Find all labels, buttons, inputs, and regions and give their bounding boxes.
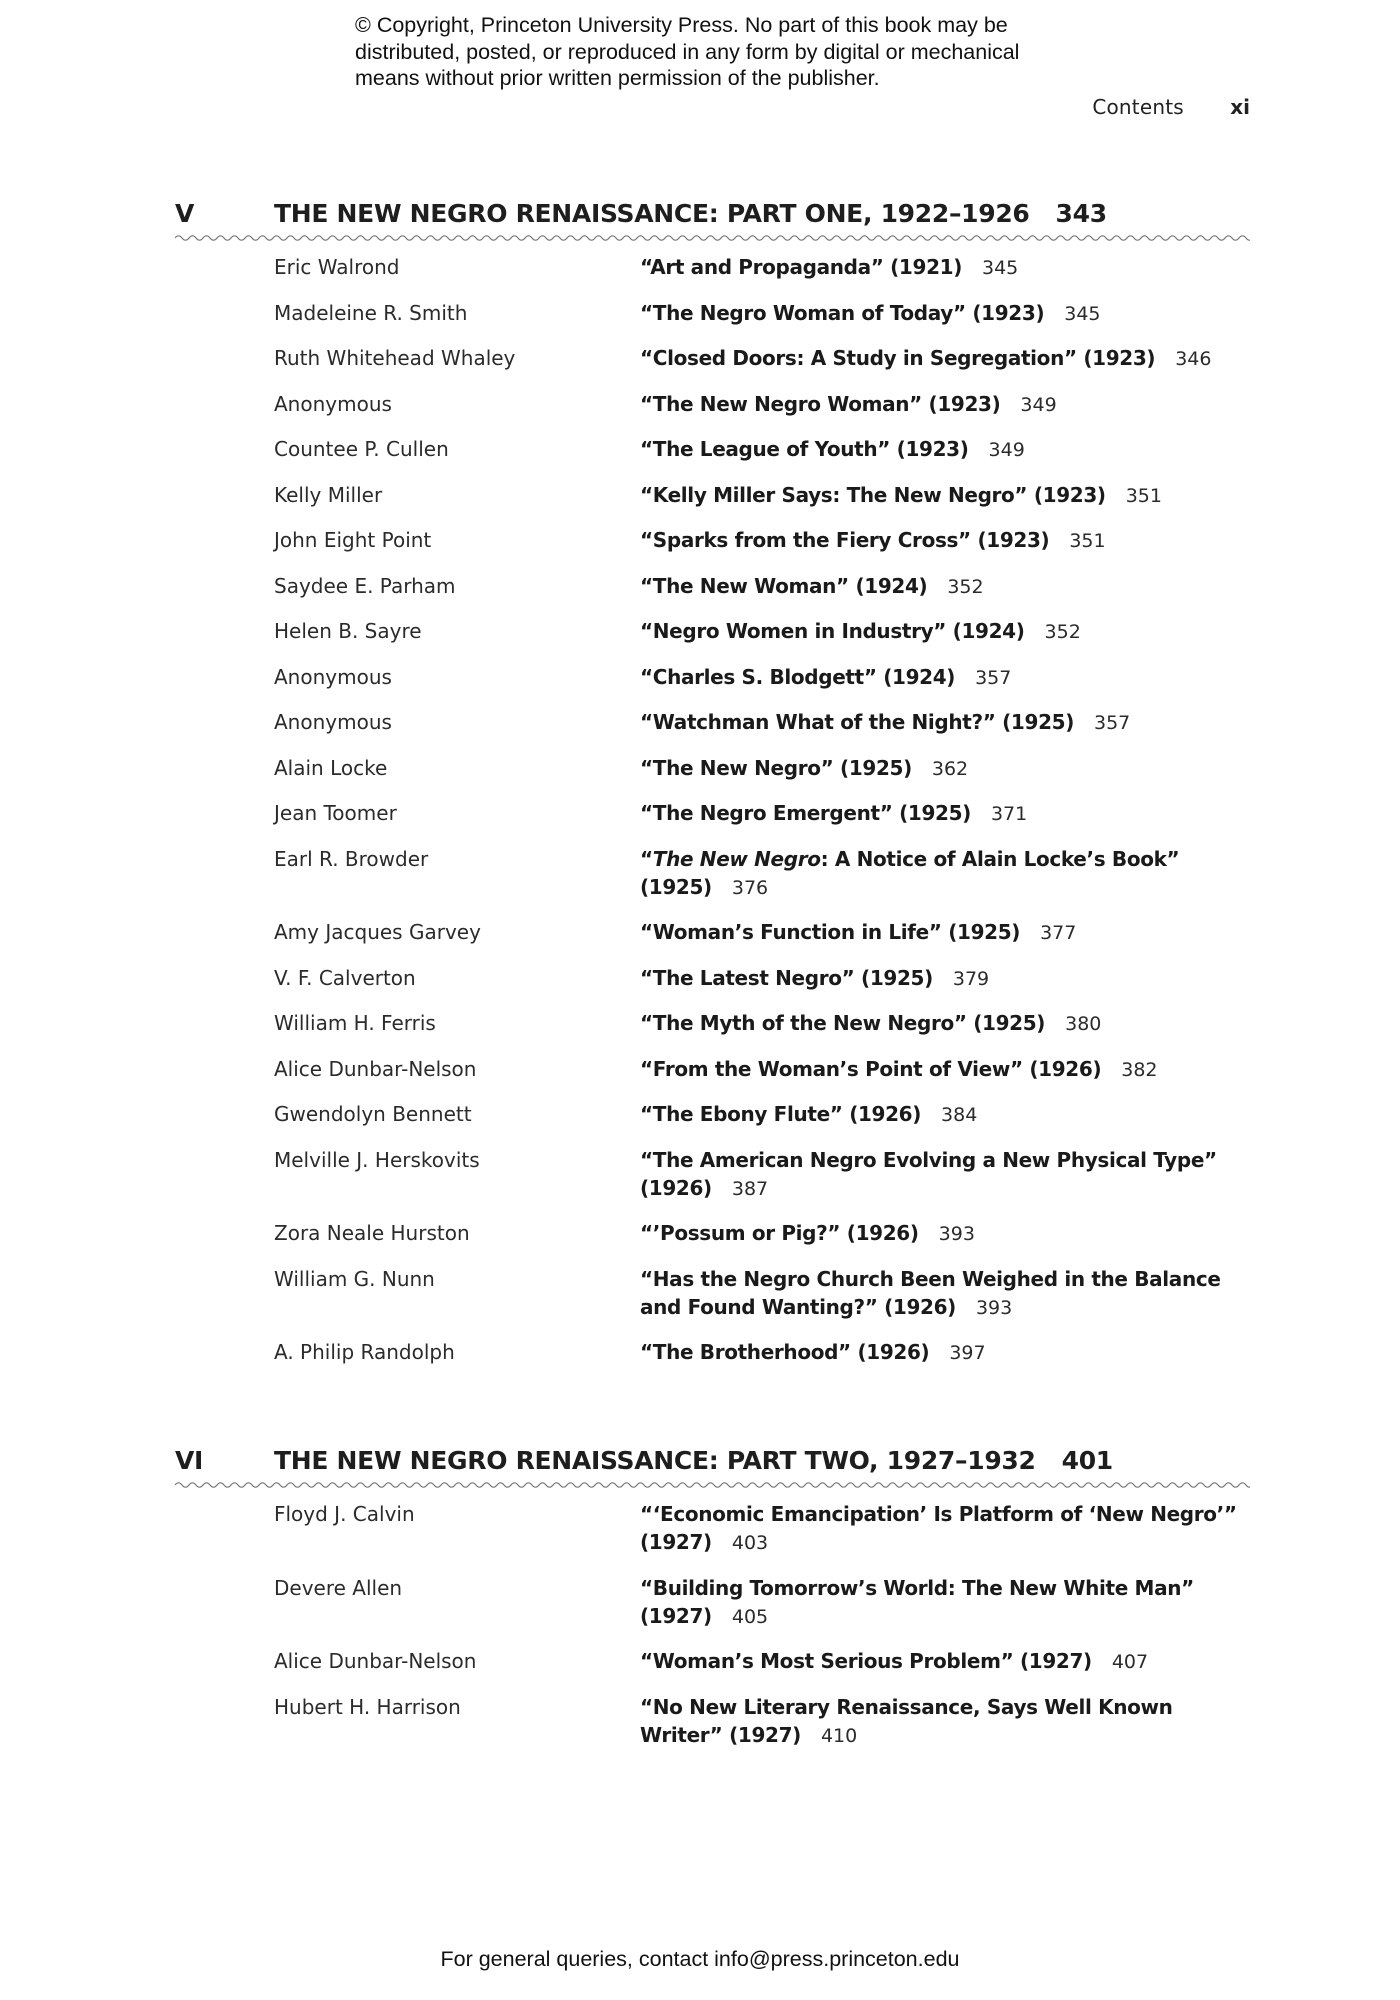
toc-entry [175, 1693, 1250, 1750]
part-title [274, 197, 1107, 231]
entry-title: “Negro Women in Industry” (1924) [640, 619, 1025, 643]
entry-title: “Closed Doors: A Study in Segregation” (1923) [640, 346, 1156, 370]
copyright-notice: © Copyright, Princeton University Press. No part of this book may be distributed, posted, or reproduced in any form by digital or mechanical means without prior written permission of the publisher. [355, 13, 1020, 90]
entry-author: Eric Walrond [274, 255, 400, 279]
entry-author: Helen B. Sayre [274, 619, 422, 643]
toc-entry [175, 526, 1250, 555]
toc-entry [175, 344, 1250, 373]
part-heading [175, 1444, 1250, 1478]
entry-author: Gwendolyn Bennett [274, 1102, 472, 1126]
toc-entry [175, 390, 1250, 419]
entry-page-number: 410 [820, 1724, 858, 1747]
toc-entry-list [175, 1500, 1250, 1750]
entry-item [640, 1338, 1240, 1367]
entry-title: “Kelly Miller Says: The New Negro” (1923) [640, 482, 1106, 507]
entry-author: William H. Ferris [274, 1011, 436, 1035]
entry-title: “Building Tomorrow’s World: The New White Man” (1927) [640, 1575, 1194, 1628]
toc-entry [175, 1100, 1250, 1129]
toc-entry [175, 708, 1250, 737]
entry-page-number: 351 [1069, 530, 1106, 552]
entry-title: “The Latest Negro” (1925) [640, 965, 933, 990]
entry-author: Madeleine R. Smith [274, 300, 468, 325]
running-head-title: Contents [1092, 95, 1184, 119]
part-number: V [175, 199, 195, 228]
entry-item [640, 1647, 1240, 1676]
toc-entry [175, 964, 1250, 993]
entry-author: Zora Neale Hurston [274, 1221, 470, 1245]
entry-title: “Woman’s Function in Life” (1925) [640, 920, 1021, 944]
entry-item [640, 708, 1240, 737]
part-page-number: 401 [1061, 1446, 1113, 1475]
entry-title: “The Brotherhood” (1926) [640, 1340, 930, 1364]
toc-entry [175, 481, 1250, 510]
entry-title: “Woman’s Most Serious Problem” (1927) [640, 1649, 1092, 1673]
toc-entry [175, 299, 1250, 328]
entry-page-number: 352 [947, 575, 984, 598]
toc-entry [175, 617, 1250, 646]
entry-page-number: 377 [1040, 922, 1077, 944]
entry-author: Ruth Whitehead Whaley [274, 346, 516, 370]
entry-page-number: 357 [1094, 712, 1131, 734]
part-title [274, 1444, 1113, 1478]
entry-page-number: 362 [931, 757, 969, 780]
toc-entry [175, 1055, 1250, 1084]
entry-author: Melville J. Herskovits [274, 1147, 480, 1172]
entry-author: Countee P. Cullen [274, 437, 449, 461]
toc-entry [175, 1146, 1250, 1203]
entry-author: Alice Dunbar-Nelson [274, 1056, 477, 1081]
entry-page-number: 382 [1121, 1058, 1158, 1081]
entry-page-number: 346 [1175, 348, 1212, 370]
entry-author: Alain Locke [274, 755, 388, 780]
entry-author: Saydee E. Parham [274, 573, 456, 598]
entry-title: “The Myth of the New Negro” (1925) [640, 1011, 1046, 1035]
toc-entry-list [175, 253, 1250, 1367]
entry-author: Floyd J. Calvin [274, 1502, 415, 1526]
toc-entry [175, 1009, 1250, 1038]
entry-title: “Charles S. Blodgett” (1924) [640, 664, 956, 689]
entry-title: “Art and Propaganda” (1921) [640, 255, 962, 279]
entry-page-number: 345 [1064, 302, 1101, 325]
entry-author: Alice Dunbar-Nelson [274, 1649, 477, 1673]
entry-title: “No New Literary Renaissance, Says Well Known Writer” (1927) [640, 1694, 1173, 1747]
entry-page-number: 371 [990, 803, 1028, 825]
toc-entry [175, 1574, 1250, 1631]
entry-author: William G. Nunn [274, 1266, 435, 1291]
entry-title: “‘Economic Emancipation’ Is Platform of ‘New Negro’” (1927) [640, 1502, 1237, 1554]
entry-item [640, 572, 1240, 601]
entry-page-number: 357 [975, 666, 1012, 689]
entry-item [640, 617, 1240, 646]
entry-page-number: 352 [1044, 621, 1081, 643]
entry-item [640, 845, 1240, 902]
entry-item [640, 754, 1240, 783]
footer-contact: For general queries, contact info@press.princeton.edu [440, 1947, 960, 1971]
entry-item [640, 1146, 1240, 1203]
entry-item [640, 1574, 1240, 1631]
entry-item [640, 1693, 1240, 1750]
toc-entry [175, 663, 1250, 692]
entry-item [640, 1009, 1240, 1038]
entry-page-number: 403 [731, 1532, 769, 1554]
part-number: VI [175, 1446, 204, 1475]
entry-item [640, 1100, 1240, 1129]
entry-page-number: 380 [1065, 1013, 1102, 1035]
entry-author: Hubert H. Harrison [274, 1694, 461, 1719]
entry-author: A. Philip Randolph [274, 1340, 455, 1364]
entry-title: “Has the Negro Church Been Weighed in the Balance and Found Wanting?” (1926) [640, 1266, 1221, 1319]
entry-title-italic: The New Negro [652, 846, 821, 871]
entry-author: Earl R. Browder [274, 846, 429, 871]
toc-entry [175, 1500, 1250, 1557]
entry-item [640, 1219, 1240, 1248]
wavy-rule [175, 233, 1250, 243]
entry-item [640, 1055, 1240, 1084]
entry-page-number: 387 [731, 1177, 769, 1200]
entry-title: “’Possum or Pig?” (1926) [640, 1221, 919, 1245]
entry-page-number: 379 [952, 967, 990, 990]
entry-item [640, 799, 1240, 828]
entry-page-number: 345 [982, 257, 1019, 279]
entry-title: “The New Woman” (1924) [640, 573, 928, 598]
entry-page-number: 407 [1111, 1651, 1149, 1673]
part-section-vi [175, 1444, 1250, 1766]
entry-page-number: 384 [941, 1104, 978, 1126]
entry-title: “Watchman What of the Night?” (1925) [640, 710, 1074, 734]
entry-page-number: 405 [731, 1605, 769, 1628]
entry-item [640, 481, 1240, 510]
part-section-v [175, 197, 1250, 1384]
entry-title: “The New Negro” (1925) [640, 755, 912, 780]
entry-item [640, 344, 1240, 373]
entry-page-number: 393 [938, 1223, 975, 1245]
entry-title: “Sparks from the Fiery Cross” (1923) [640, 528, 1050, 552]
toc-entry [175, 1265, 1250, 1322]
entry-title: “The American Negro Evolving a New Physical Type” (1926) [640, 1147, 1217, 1200]
running-head-page-number: xi [1230, 95, 1250, 119]
part-title-text: THE NEW NEGRO RENAISSANCE: PART TWO, 1927–1932 [274, 1446, 1036, 1475]
entry-page-number: 349 [1020, 393, 1057, 416]
entry-author: Amy Jacques Garvey [274, 920, 481, 944]
entry-title: “The League of Youth” (1923) [640, 437, 969, 461]
part-title-text: THE NEW NEGRO RENAISSANCE: PART ONE, 1922–1926 [274, 199, 1030, 228]
toc-entry [175, 1647, 1250, 1676]
toc-entry [175, 754, 1250, 783]
toc-entry [175, 435, 1250, 464]
entry-author: Kelly Miller [274, 482, 383, 507]
wavy-rule [175, 1480, 1250, 1490]
entry-author: Devere Allen [274, 1575, 403, 1600]
toc-entry [175, 918, 1250, 947]
entry-item [640, 918, 1240, 947]
entry-title: “The Ebony Flute” (1926) [640, 1102, 922, 1126]
toc-entry [175, 845, 1250, 902]
entry-page-number: 349 [988, 439, 1025, 461]
toc-entry [175, 1219, 1250, 1248]
toc-entry [175, 253, 1250, 282]
entry-author: Anonymous [274, 664, 392, 689]
entry-author: V. F. Calverton [274, 965, 416, 990]
entry-item [640, 1265, 1240, 1322]
entry-page-number: 393 [975, 1296, 1013, 1319]
entry-author: John Eight Point [274, 528, 432, 552]
entry-item [640, 663, 1240, 692]
toc-entry [175, 1338, 1250, 1367]
entry-title: “From the Woman’s Point of View” (1926) [640, 1056, 1102, 1081]
part-page-number: 343 [1055, 199, 1107, 228]
entry-item [640, 1500, 1240, 1557]
toc-entry [175, 572, 1250, 601]
entry-item [640, 390, 1240, 419]
entry-item [640, 435, 1240, 464]
entry-title: “The Negro Woman of Today” (1923) [640, 300, 1045, 325]
entry-page-number: 376 [731, 876, 769, 899]
part-heading [175, 197, 1250, 231]
entry-author: Anonymous [274, 710, 392, 734]
entry-author: Jean Toomer [274, 801, 397, 825]
entry-page-number: 351 [1125, 484, 1162, 507]
entry-author: Anonymous [274, 391, 392, 416]
entry-title: “The New Negro: A Notice of Alain Locke’s Book” (1925) [640, 846, 1180, 899]
running-head [1092, 95, 1250, 119]
entry-item [640, 299, 1240, 328]
entry-item [640, 964, 1240, 993]
entry-item [640, 253, 1240, 282]
entry-page-number: 397 [949, 1342, 986, 1364]
entry-title: “The New Negro Woman” (1923) [640, 391, 1001, 416]
toc-entry [175, 799, 1250, 828]
entry-item [640, 526, 1240, 555]
entry-title: “The Negro Emergent” (1925) [640, 801, 971, 825]
